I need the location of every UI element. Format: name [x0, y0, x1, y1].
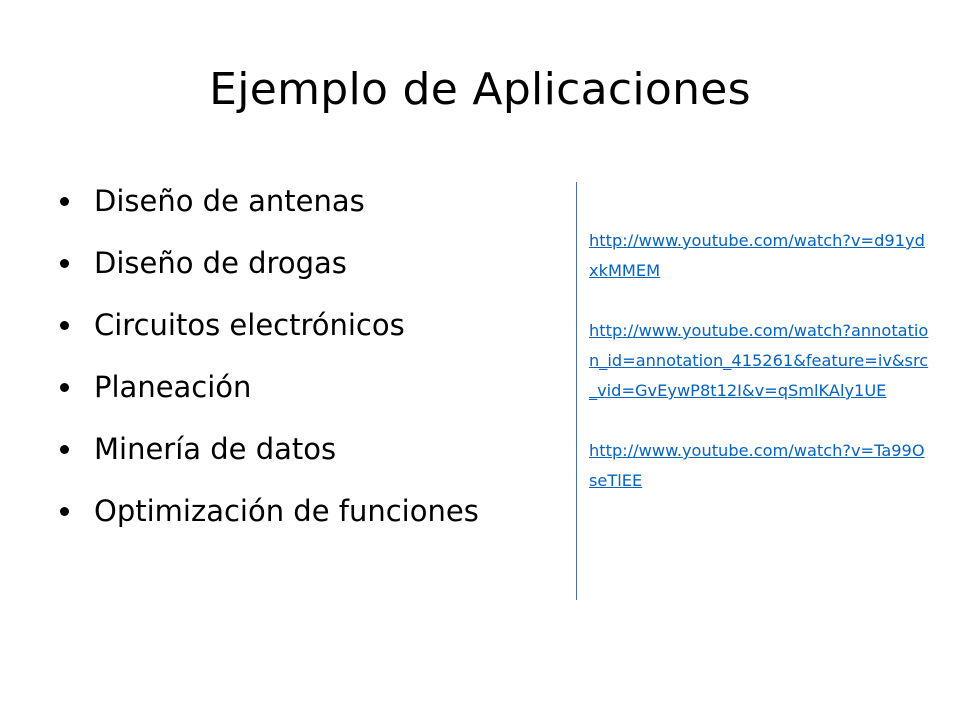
bullet-item [58, 173, 578, 235]
bullet-text: Diseño de antenas [94, 184, 365, 218]
bullet-item [58, 483, 578, 545]
bullet-list [58, 173, 578, 545]
bullet-dot-icon [60, 321, 69, 330]
bullet-item [58, 235, 578, 297]
bullet-dot-icon [60, 383, 69, 392]
video-link-1[interactable]: http://www.youtube.com/watch?v=d91ydxkMMEM [589, 231, 925, 280]
bullet-text: Diseño de drogas [94, 246, 347, 280]
bullet-item [58, 421, 578, 483]
bullet-text: Optimización de funciones [94, 494, 479, 528]
bullet-dot-icon [60, 507, 69, 516]
bullet-text: Circuitos electrónicos [94, 308, 405, 342]
bullet-item [58, 297, 578, 359]
bullet-dot-icon [60, 259, 69, 268]
video-link-2[interactable]: http://www.youtube.com/watch?annotation_id=annotation_415261&feature=iv&src_vid=GvEywP8t12I&v=qSmlKAly1UE [589, 321, 929, 400]
column-divider [576, 182, 577, 600]
bullet-dot-icon [60, 445, 69, 454]
video-links [589, 226, 929, 526]
bullet-dot-icon [60, 197, 69, 206]
slide-title: Ejemplo de Aplicaciones [209, 64, 751, 115]
bullet-text: Minería de datos [94, 432, 337, 466]
video-link-3[interactable]: http://www.youtube.com/watch?v=Ta99OseTlEE [589, 441, 925, 490]
bullet-item [58, 359, 578, 421]
bullet-text: Planeación [94, 370, 252, 404]
